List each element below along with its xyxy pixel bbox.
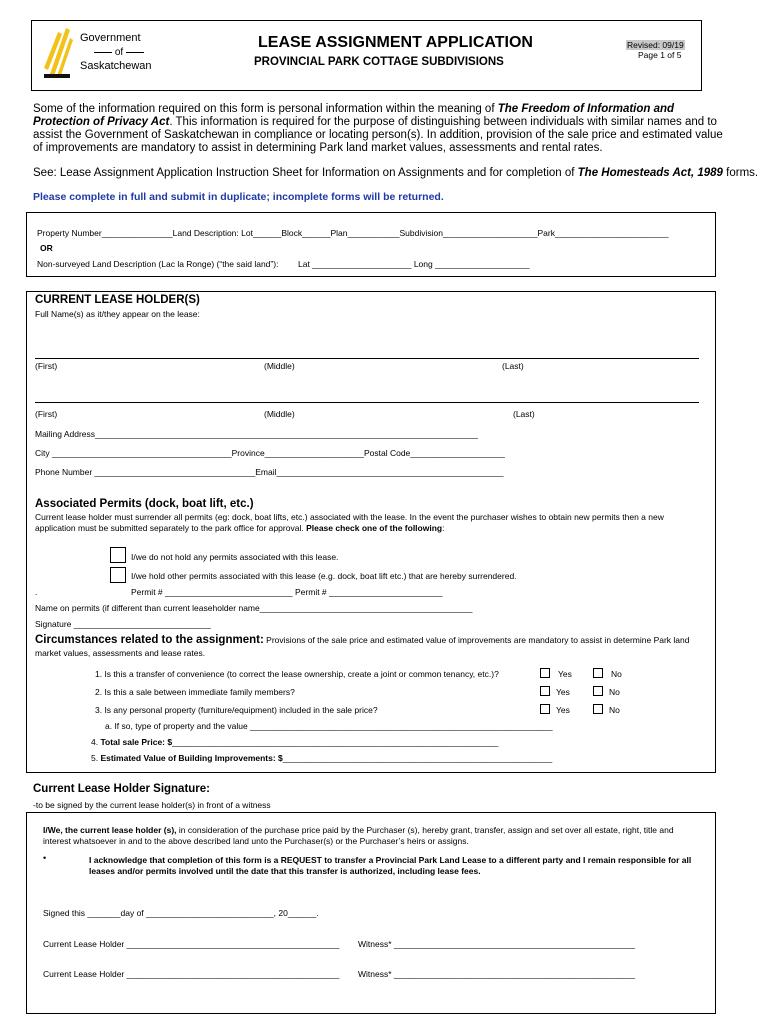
city-province-postal-field[interactable]: City ______________________________________Province_____________________Postal Code____________________: [35, 448, 505, 458]
other-permits-checkbox[interactable]: [110, 567, 126, 583]
q3-yes-checkbox[interactable]: [540, 704, 550, 714]
no-permits-checkbox[interactable]: [110, 547, 126, 563]
phone-email-field[interactable]: Phone Number __________________________________Email________________________________________________: [35, 467, 504, 477]
witness1-signature-field[interactable]: Witness* ___________________________________________________: [358, 939, 635, 949]
holder1-signature-field[interactable]: Current Lease Holder _____________________________________________: [43, 939, 340, 949]
logo-mark-icon: [40, 26, 74, 84]
q1-no-label: No: [611, 669, 622, 679]
name2-middle: (Middle): [264, 409, 295, 419]
question-1: 1. Is this a transfer of convenience (to correct the lease ownership, create a joint or common tenancy, etc.)?: [95, 669, 499, 679]
full-names-label: Full Name(s) as it/they appear on the lease:: [35, 309, 200, 319]
name1-middle: (Middle): [264, 361, 295, 371]
total-sale-price-field[interactable]: 4. Total sale Price: $_____________________________________________________________________: [91, 737, 499, 747]
question-3a-field[interactable]: a. If so, type of property and the value ________________________________________________________________: [105, 721, 553, 731]
logo-line-government: Government: [80, 32, 141, 44]
name1-line[interactable]: [35, 358, 699, 359]
signature-subheading: -to be signed by the current lease holder(s) in front of a witness: [33, 800, 271, 810]
permit-dot: .: [35, 587, 38, 597]
form-subtitle: PROVINCIAL PARK COTTAGE SUBDIVISIONS: [254, 56, 504, 68]
instruction-sheet-note: See: Lease Assignment Application Instruction Sheet for Information on Assignments and for completion of The Homesteads Act, 1989 forms.: [33, 167, 759, 179]
q1-yes-checkbox[interactable]: [540, 668, 550, 678]
lat-long-line[interactable]: Lat _____________________ Long ____________________: [298, 259, 530, 269]
circumstances-heading: Circumstances related to the assignment:: [35, 634, 264, 646]
no-permits-label: I/we do not hold any permits associated with this lease.: [131, 552, 339, 562]
government-logo: [40, 26, 160, 84]
complete-notice: Please complete in full and submit in duplicate; incomplete forms will be returned.: [33, 191, 444, 203]
signature-heading: Current Lease Holder Signature:: [33, 783, 211, 795]
form-title: LEASE ASSIGNMENT APPLICATION: [258, 34, 533, 51]
q3-yes-label: Yes: [556, 705, 570, 715]
q2-yes-label: Yes: [556, 687, 570, 697]
acknowledge-bullet: •: [43, 853, 47, 863]
grant-paragraph: I/We, the current lease holder (s), in consideration of the purchase price paid by the Purchaser (s), hereby grant, transfer, assign and set over all estate, right, title and interest whatsoever in and to the above described land unto the Purchaser(s) or the Purchaser’s heirs or assigns.: [43, 825, 674, 846]
name2-line[interactable]: [35, 402, 699, 403]
name1-last: (Last): [502, 361, 524, 371]
holder2-signature-field[interactable]: Current Lease Holder _____________________________________________: [43, 969, 340, 979]
name1-first: (First): [35, 361, 58, 371]
current-holder-heading: CURRENT LEASE HOLDER(S): [35, 294, 200, 306]
circumstances-paragraph: Circumstances related to the assignment: Provisions of the sale price and estimated value of improvements are mandatory to assist in determine Park land market values, assessments and lease rates.: [35, 634, 690, 658]
page-number: Page 1 of 5: [638, 50, 682, 60]
q1-yes-label: Yes: [558, 669, 572, 679]
permits-heading: Associated Permits (dock, boat lift, etc.): [35, 498, 254, 510]
acknowledge-paragraph: I acknowledge that completion of this form is a REQUEST to transfer a Provincial Park Land Lease to a different party and I remain responsible for all leases and/or permits involved until the date that this transfer is authorized, including lease fees.: [89, 855, 692, 876]
permit-signature-field[interactable]: Signature _____________________________: [35, 619, 211, 629]
name2-first: (First): [35, 409, 58, 419]
signed-date-field[interactable]: Signed this _______day of ___________________________, 20______.: [43, 908, 319, 918]
or-label: OR: [40, 243, 53, 253]
q2-no-checkbox[interactable]: [593, 686, 603, 696]
mailing-address-field[interactable]: Mailing Address_________________________________________________________________________________: [35, 429, 478, 439]
other-permits-label: I/we hold other permits associated with this lease (e.g. dock, boat lift etc.) that are hereby surrendered.: [131, 571, 517, 581]
privacy-paragraph: Some of the information required on this form is personal information within the meaning of The Freedom of Information and Protection of Privacy Act. This information is required for the purpose of distinguishing between individuals with similar names and to assist the Government of Saskatchewan in compliance or locating person(s). In addition, provision of the sale price and estimated value of improvements are mandatory to assist in determining Park land market values, assessments and rental rates.: [33, 103, 723, 154]
q2-no-label: No: [609, 687, 620, 697]
witness2-signature-field[interactable]: Witness* ___________________________________________________: [358, 969, 635, 979]
name2-last: (Last): [513, 409, 535, 419]
name-on-permits-field[interactable]: Name on permits (if different than current leaseholder name_____________________________________________: [35, 603, 473, 613]
property-line[interactable]: Property Number_______________Land Description: Lot______Block______Plan___________Subdivision____________________Park________________________: [37, 228, 669, 238]
permit-number-fields[interactable]: Permit # ___________________________ Permit # ________________________: [131, 587, 443, 597]
non-surveyed-label: Non-surveyed Land Description (Lac la Ronge) (“the said land”):: [37, 259, 279, 269]
permits-body: Current lease holder must surrender all permits (eg: dock, boat lifts, etc.) associated with the lease. In the event the purchaser wishes to obtain new permits then a new application must be submitted separately to the park office for approval. Please check one of the following:: [35, 512, 664, 533]
logo-line-of: of: [80, 47, 158, 58]
question-2: 2. Is this a sale between immediate family members?: [95, 687, 295, 697]
q3-no-checkbox[interactable]: [593, 704, 603, 714]
logo-line-saskatchewan: Saskatchewan: [80, 60, 152, 72]
q3-no-label: No: [609, 705, 620, 715]
q1-no-checkbox[interactable]: [593, 668, 603, 678]
building-improvements-field[interactable]: 5. Estimated Value of Building Improvements: $_________________________________________________________: [91, 753, 553, 763]
q2-yes-checkbox[interactable]: [540, 686, 550, 696]
revised-date: Revised: 09/19: [627, 40, 684, 50]
question-3: 3. Is any personal property (furniture/equipment) included in the sale price?: [95, 705, 378, 715]
